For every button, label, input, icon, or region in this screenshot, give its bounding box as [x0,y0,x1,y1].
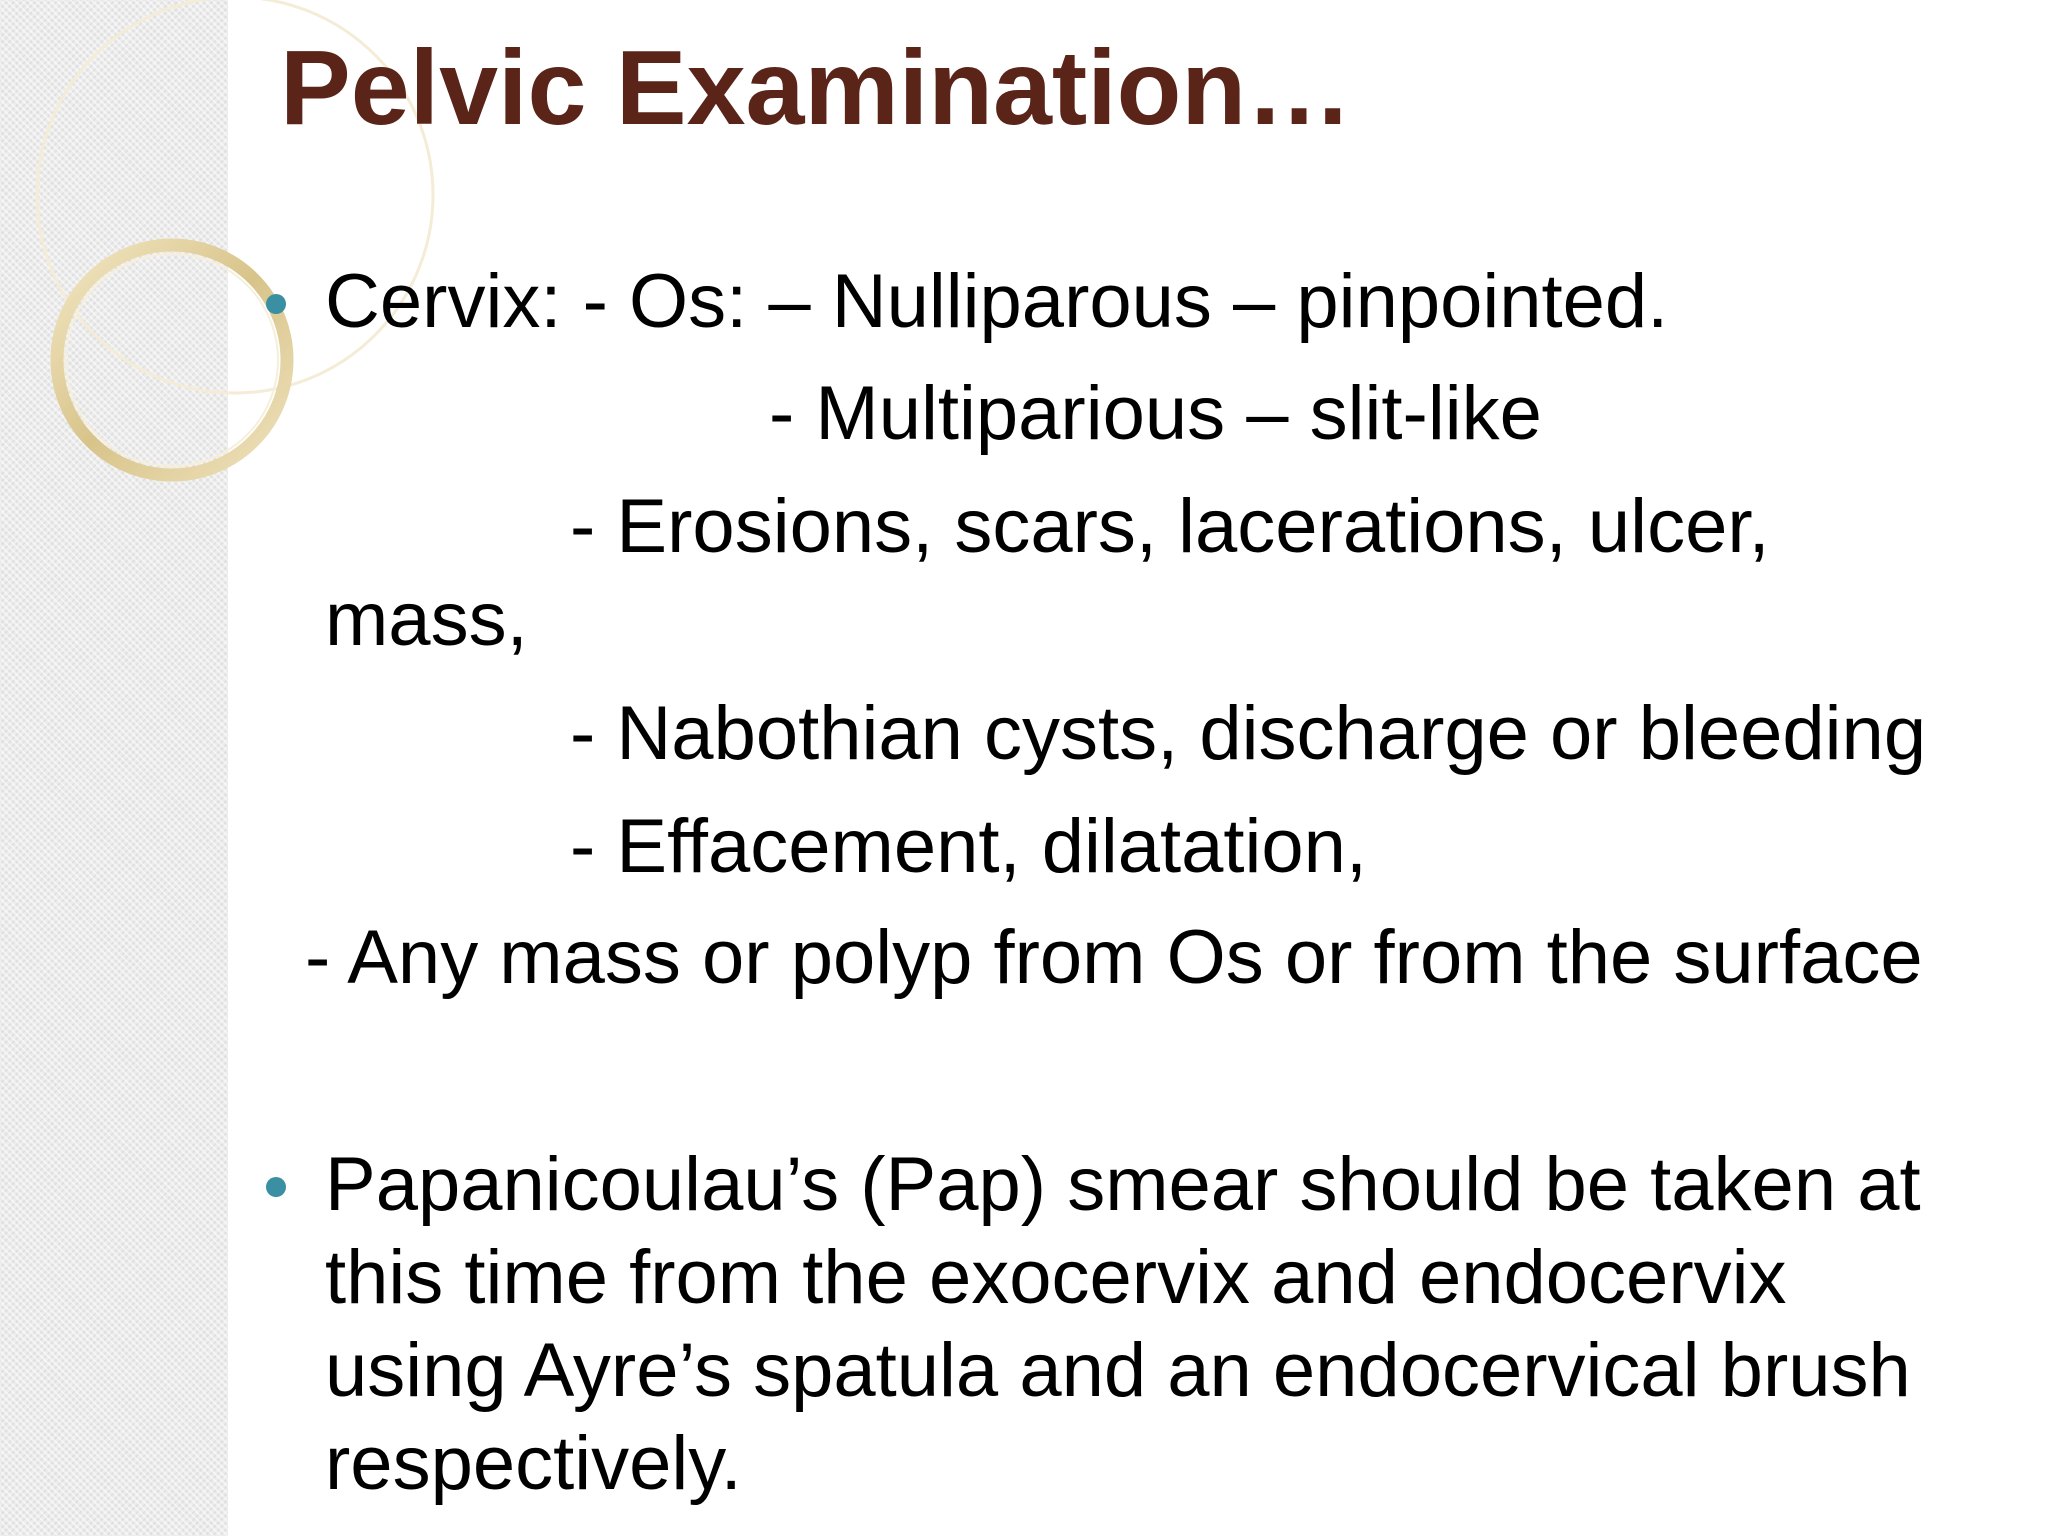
bullet-1-line-7: - Any mass or polyp from Os or from the surface [305,915,1923,1000]
bullet-1-line-5: - Nabothian cysts, discharge or bleeding [570,691,1927,776]
bullet-2-line-1: Papanicoulau’s (Pap) smear should be taken at [325,1142,1921,1227]
gold-ring-inner-edge [66,254,278,466]
gold-ring [57,245,287,475]
bullet-2-line-4: respectively. [325,1421,742,1506]
bullet-1-line-4: mass, [325,577,528,662]
bullet-1-line-2: - Multiparious – slit-like [769,371,1542,456]
bullet-1-line-1: Cervix: - Os: – Nulliparous – pinpointed. [325,259,1669,344]
bullet-dot [266,1177,286,1197]
bullet-dot [266,294,286,314]
bullet-2-line-3: using Ayre’s spatula and an endocervical brush [325,1328,1911,1413]
bullet-1-line-6: - Effacement, dilatation, [570,804,1368,889]
bullet-1-line-3: - Erosions, scars, lacerations, ulcer, [570,484,1770,569]
slide-title: Pelvic Examination… [280,29,1353,147]
bullet-2-line-2: this time from the exocervix and endocervix [325,1235,1787,1320]
